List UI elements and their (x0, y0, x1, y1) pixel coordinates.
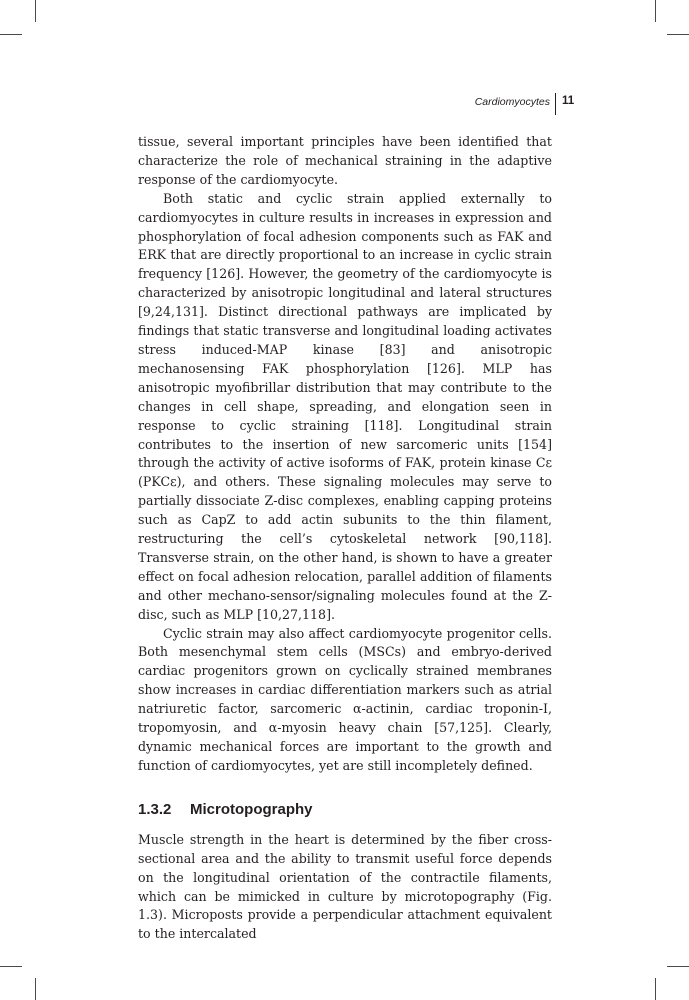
section-title: Microtopography (190, 800, 313, 818)
crop-mark-top-left-h (0, 34, 22, 35)
crop-mark-top-right-h (667, 34, 689, 35)
crop-mark-bottom-left (35, 978, 36, 1000)
paragraph-strain: Both static and cyclic strain applied externally to cardiomyocytes in culture results in increases in expression and phosphorylation of focal adhesion components such as FAK and ERK that are directly proportional to an increase in cyclic strain frequency [126]. However, the geometry of the cardiomyocyte is characterized by anisotropic longitudinal and lateral structures [9,24,131]. Distinct directional pathways are implicated by findings that static transverse and longitudinal loading activates stress induced-MAP kinase [83] and anisotropic mechanosensing FAK phosphorylation [126]. MLP has anisotropic myofibrillar distribution that may contribute to the changes in cell shape, spreading, and elongation seen in response to cyclic straining [118]. Longitudinal strain contributes to the insertion of new sarcomeric units [154] through the activity of active isoforms of FAK, protein kinase Cε (PKCε), and others. These signaling molecules may serve to partially dissociate Z-disc complexes, enabling capping proteins such as CapZ to add actin subunits to the thin filament, restructuring the cell’s cytoskeletal network [90,118]. Transverse strain, on the other hand, is shown to have a greater effect on focal adhesion relocation, parallel addition of filaments and other mechano-sensor/signaling molecules found at the Z-disc, such as MLP [10,27,118]. (138, 190, 552, 622)
crop-mark-top-right (655, 0, 656, 22)
crop-mark-bottom-right (655, 978, 656, 1000)
section-heading (138, 801, 552, 831)
running-head (400, 93, 577, 115)
page-number: 11 (562, 95, 575, 107)
running-title: Cardiomyocytes (474, 96, 550, 108)
crop-mark-bottom-right-h (667, 966, 689, 967)
paragraph-progenitor: Cyclic strain may also affect cardiomyocyte progenitor cells. Both mesenchymal stem cells (MSCs) and embryo-derived cardiac progenitors grown on cyclically strained membranes show increases in cardiac differentiation markers such as atrial natriuretic factor, sarcomeric α-actinin, cardiac troponin-I, tropomyosin, and α-myosin heavy chain [57,125]. Clearly, dynamic mechanical forces are important to the growth and function of cardiomyocytes, yet are still incompletely defined. (138, 625, 552, 773)
paragraph-microtopography: Muscle strength in the heart is determined by the fiber cross-sectional area and the ability to transmit useful force depends on the longitudinal orientation of the contractile filaments, which can be mimicked in culture by microtopography (Fig. 1.3). Microposts provide a perpendicular attachment equivalent to the intercalated (138, 831, 552, 942)
crop-mark-bottom-left-h (0, 966, 22, 967)
running-head-divider (555, 93, 556, 115)
body-text (138, 133, 552, 944)
section-number: 1.3.2 (138, 800, 172, 818)
paragraph-continued: tissue, several important principles have been identified that characterize the role of mechanical straining in the adaptive response of the cardiomyocyte. (138, 134, 552, 187)
crop-mark-top-left (35, 0, 36, 22)
section-spacer (138, 776, 552, 801)
